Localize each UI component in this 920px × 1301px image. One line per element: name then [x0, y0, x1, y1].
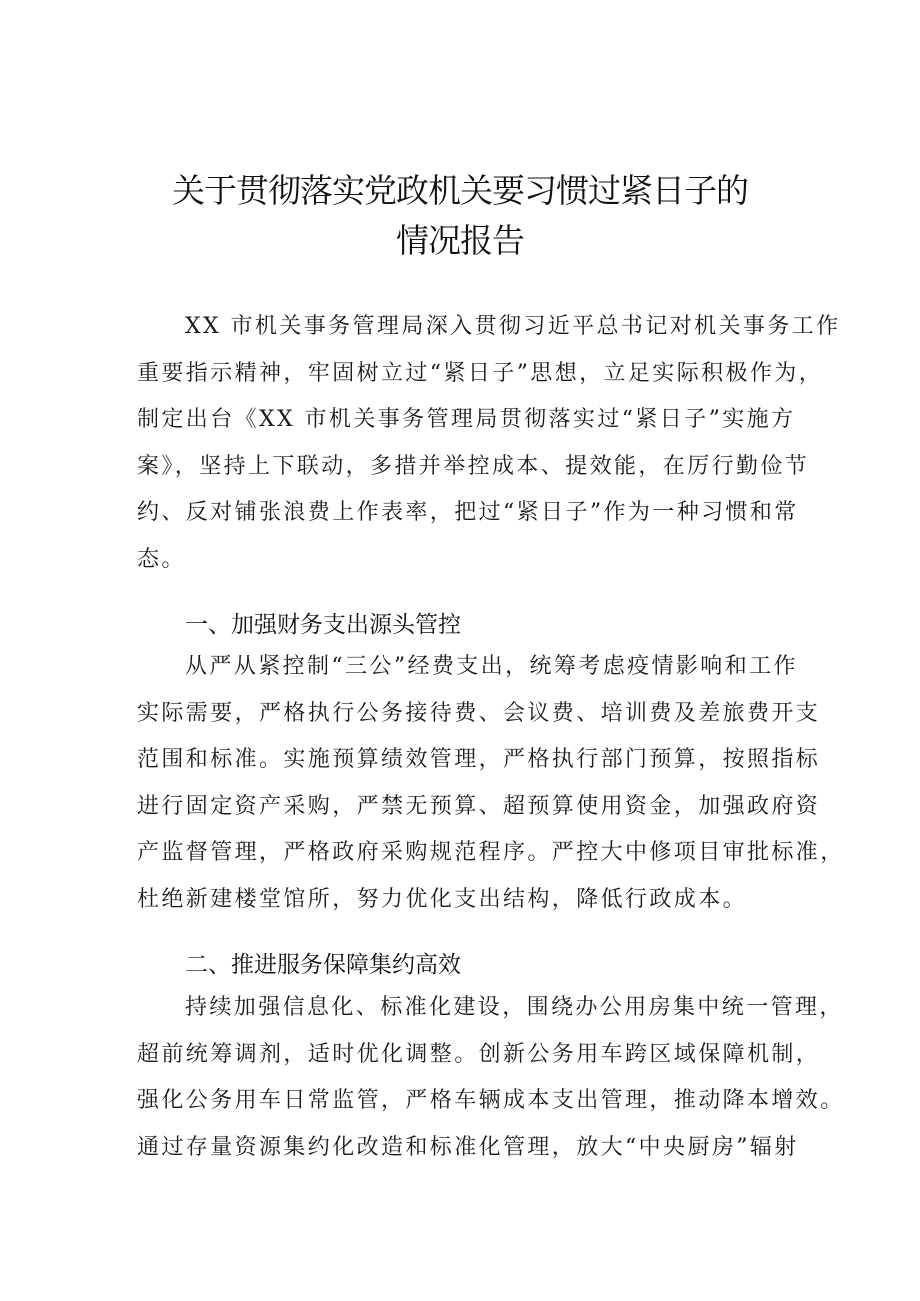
- section-1-line: 产监督管理，严格政府采购规范程序。严控大中修项目审批标准，: [137, 840, 845, 866]
- section-2-line: 通过存量资源集约化改造和标准化管理，放大“中央厨房”辐射: [137, 1134, 799, 1160]
- section-2-paragraph: [137, 985, 845, 1171]
- intro-line: XX 市机关事务管理局深入贯彻习近平总书记对机关事务工作: [185, 314, 841, 339]
- intro-paragraph: [137, 304, 841, 584]
- section-1-line: 实际需要，严格执行公务接待费、会议费、培训费及差旅费开支: [137, 700, 821, 726]
- section-1-line: 杜绝新建楼堂馆所，努力优化支出结构，降低行政成本。: [137, 886, 748, 912]
- intro-line: 案》，坚持上下联动，多措并举控成本、提效能，在厉行勤俭节: [137, 453, 810, 479]
- document-title-line-2: 情况报告: [396, 221, 524, 260]
- section-1-heading: 一、加强财务支出源头管控: [185, 612, 461, 638]
- section-1-paragraph: [137, 644, 845, 924]
- intro-line: 态。: [137, 546, 186, 572]
- section-1-line: 进行固定资产采购，严禁无预算、超预算使用资金，加强政府资: [137, 793, 821, 819]
- intro-line: 制定出台《XX 市机关事务管理局贯彻落实过“紧日子”实施方: [137, 407, 796, 433]
- section-2-line: 强化公务用车日常监管，严格车辆成本支出管理，推动降本增效。: [137, 1088, 845, 1114]
- document-title-line-1: 关于贯彻落实党政机关要习惯过紧日子的: [172, 171, 748, 210]
- section-2-line: 持续加强信息化、标准化建设，围绕办公用房集中统一管理，: [185, 995, 844, 1020]
- section-1-line: 范围和标准。实施预算绩效管理，严格执行部门预算，按照指标: [137, 747, 821, 773]
- intro-line: 重要指示精神，牢固树立过“紧日子”思想，立足实际积极作为，: [137, 360, 824, 386]
- section-2-line: 超前统筹调剂，适时优化调整。创新公务用车跨区域保障机制，: [137, 1041, 821, 1067]
- intro-line: 约、反对铺张浪费上作表率，把过“紧日子”作为一种习惯和常: [137, 500, 799, 526]
- section-2-heading: 二、推进服务保障集约高效: [185, 952, 461, 978]
- section-1-line: 从严从紧控制“三公”经费支出，统筹考虑疫情影响和工作: [185, 654, 798, 679]
